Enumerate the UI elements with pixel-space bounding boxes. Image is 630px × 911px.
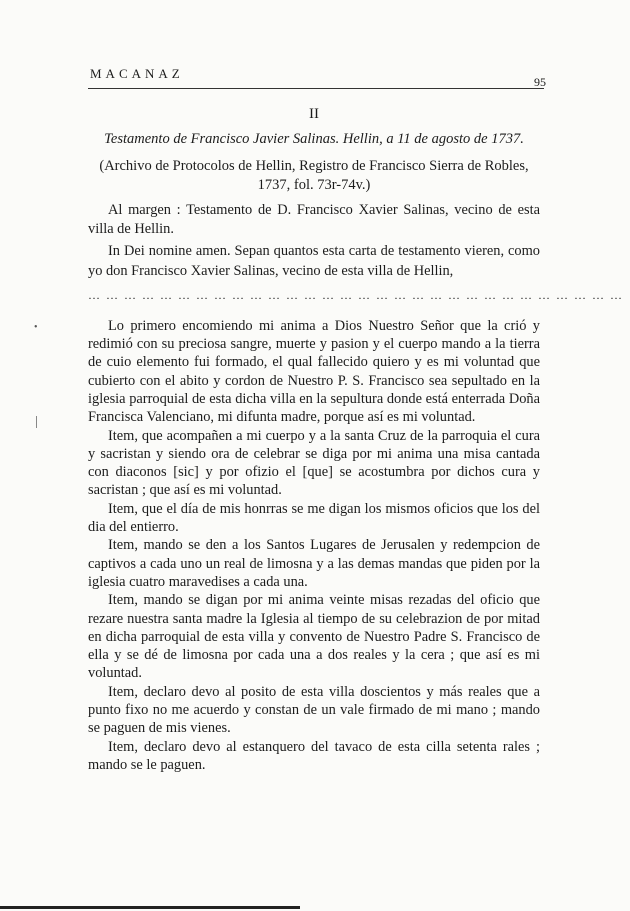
running-header <box>88 66 548 92</box>
invocation-paragraph: In Dei nomine amen. Sepan quantos esta carta de testamento vieren, como yo don Francisco Xavier Salinas, vecino de esta villa de Hellin, <box>88 243 540 279</box>
margin-tick <box>36 416 37 428</box>
clause-paragraph: Item, mando se digan por mi anima veinte misas rezadas del oficio que rezare nuestra santa madre la Iglesia al tiempo de su celebrazion de por mitad en dicha parroquial de esta villa y convento de Nuestro Padre S. Francisco de ella y se dé de limosna por cada una a dos reales y la cera ; que así es mi voluntad. <box>88 592 540 682</box>
archive-reference: (Archivo de Protocolos de Hellin, Registro de Francisco Sierra de Robles, 1737, fol. 73r-74v.) <box>99 158 529 193</box>
margin-note-paragraph: Al margen : Testamento de D. Francisco Xavier Salinas, vecino de esta villa de Hellin. <box>88 202 540 238</box>
document-title: Testamento de Francisco Javier Salinas. Hellin, a 11 de agosto de 1737. <box>104 131 524 147</box>
page-body <box>88 104 624 774</box>
clause-paragraph: Item, declaro devo al estanquero del tavaco de esta cilla setenta rales ; mando se le paguen. <box>88 738 540 773</box>
margin-dot: • <box>34 322 38 333</box>
header-rule <box>88 88 544 89</box>
clause-paragraph: Item, mando se den a los Santos Lugares de Jerusalen y redempcion de captivos a cada uno un real de limosna y a las demas mandas que piden por la iglesia cuatro maravedises a cada una. <box>88 537 540 590</box>
testament-clauses <box>88 317 540 774</box>
clause-paragraph: Lo primero encomiendo mi anima a Dios Nuestro Señor que la crió y redimió con su preciosa sangre, muerte y pasion y el cuerpo mando a la tierra de cuio elemento fui formado, el qual fallecido quiero y es mi voluntad que cubierto con el abito y cordon de Nuestro P. S. Francisco sea sepultado en la iglesia parroquial de esta dicha villa en la sepultura donde está enterrada Doña Francisca Valenciano, mi difunta madre, porque así es mi voluntad. <box>88 317 540 426</box>
scan-edge-shadow <box>0 906 300 909</box>
clause-paragraph: Item, declaro devo al posito de esta villa doscientos y más reales que a punto fixo no me acuerdo y constan de un vale firmado de mi mano ; mando se paguen de mis vienes. <box>88 683 540 737</box>
clause-paragraph: Item, que acompañen a mi cuerpo y a la santa Cruz de la parroquia el cura y sacristan y siendo ora de celebrar se diga por mi anima una misa cantada con diaconos [sic] y por ofizio el [que] se acostumbra por dichos cura y sacristan ; que así es mi voluntad. <box>88 427 540 499</box>
intro-block <box>88 201 540 281</box>
header-author: MACANAZ <box>90 66 184 81</box>
section-number: II <box>309 106 319 122</box>
omission-ellipsis: … … … … … … … … … … … … … … … … … … … … … … … … … … … … … … <box>88 287 624 302</box>
page-number: 95 <box>534 75 546 89</box>
clause-paragraph: Item, que el día de mis honrras se me digan los mismos oficios que los del dia del entierro. <box>88 500 540 536</box>
